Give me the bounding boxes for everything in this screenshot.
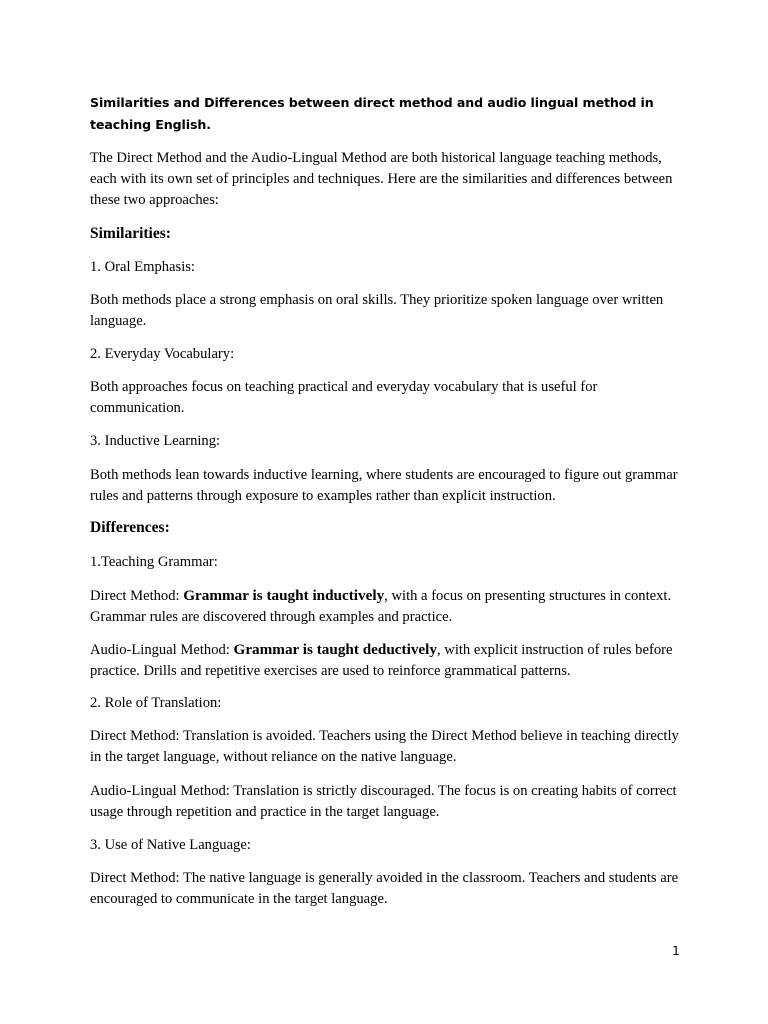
similarity-3-label: 3. Inductive Learning: <box>90 433 221 449</box>
similarity-1-text: Both methods place a strong emphasis on oral skills. They prioritize spoken language over written language. <box>90 292 664 329</box>
grammar-audio-prefix: Audio-Lingual Method: <box>90 642 234 658</box>
similarity-2-label: 2. Everyday Vocabulary: <box>90 346 235 362</box>
grammar-direct-rest: , with a focus on presenting structures in context. Grammar rules are discovered through examples and practice. <box>90 588 672 625</box>
native-direct-paragraph: Direct Method: The native language is generally avoided in the classroom. Teachers and students are encouraged to communicate in the target language. <box>90 870 679 907</box>
page-number: 1 <box>672 944 680 958</box>
grammar-audio-emphasis: Grammar is taught deductively <box>233 641 437 658</box>
difference-1-label: 1.Teaching Grammar: <box>90 554 218 570</box>
similarity-2-text: Both approaches focus on teaching practical and everyday vocabulary that is useful for communication. <box>90 379 598 416</box>
translation-direct-paragraph: Direct Method: Translation is avoided. Teachers using the Direct Method believe in teaching directly in the target language, without reliance on the native language. <box>90 728 679 765</box>
similarity-3-text: Both methods lean towards inductive learning, where students are encouraged to figure out grammar rules and patterns through exposure to examples rather than explicit instruction. <box>90 467 678 504</box>
document-title: Similarities and Differences between direct method and audio lingual method in teaching English. <box>90 95 654 132</box>
grammar-direct-emphasis: Grammar is taught inductively <box>183 587 385 604</box>
grammar-direct-prefix: Direct Method: <box>90 588 184 604</box>
grammar-audio-rest: , with explicit instruction of rules before practice. Drills and repetitive exercises are used to reinforce grammatical patterns. <box>90 642 673 679</box>
similarities-heading: Similarities: <box>90 225 171 242</box>
intro-paragraph: The Direct Method and the Audio-Lingual Method are both historical language teaching methods, each with its own set of principles and techniques. Here are the similarities and differences between these two approaches: <box>90 150 673 208</box>
grammar-audio-paragraph <box>90 639 690 682</box>
differences-heading: Differences: <box>90 519 170 536</box>
translation-audio-paragraph: Audio-Lingual Method: Translation is strictly discouraged. The focus is on creating habits of correct usage through repetition and practice in the target language. <box>90 783 677 820</box>
difference-2-label: 2. Role of Translation: <box>90 695 222 711</box>
similarity-1-label: 1. Oral Emphasis: <box>90 259 195 275</box>
difference-3-label: 3. Use of Native Language: <box>90 837 251 853</box>
grammar-direct-paragraph <box>90 585 690 628</box>
